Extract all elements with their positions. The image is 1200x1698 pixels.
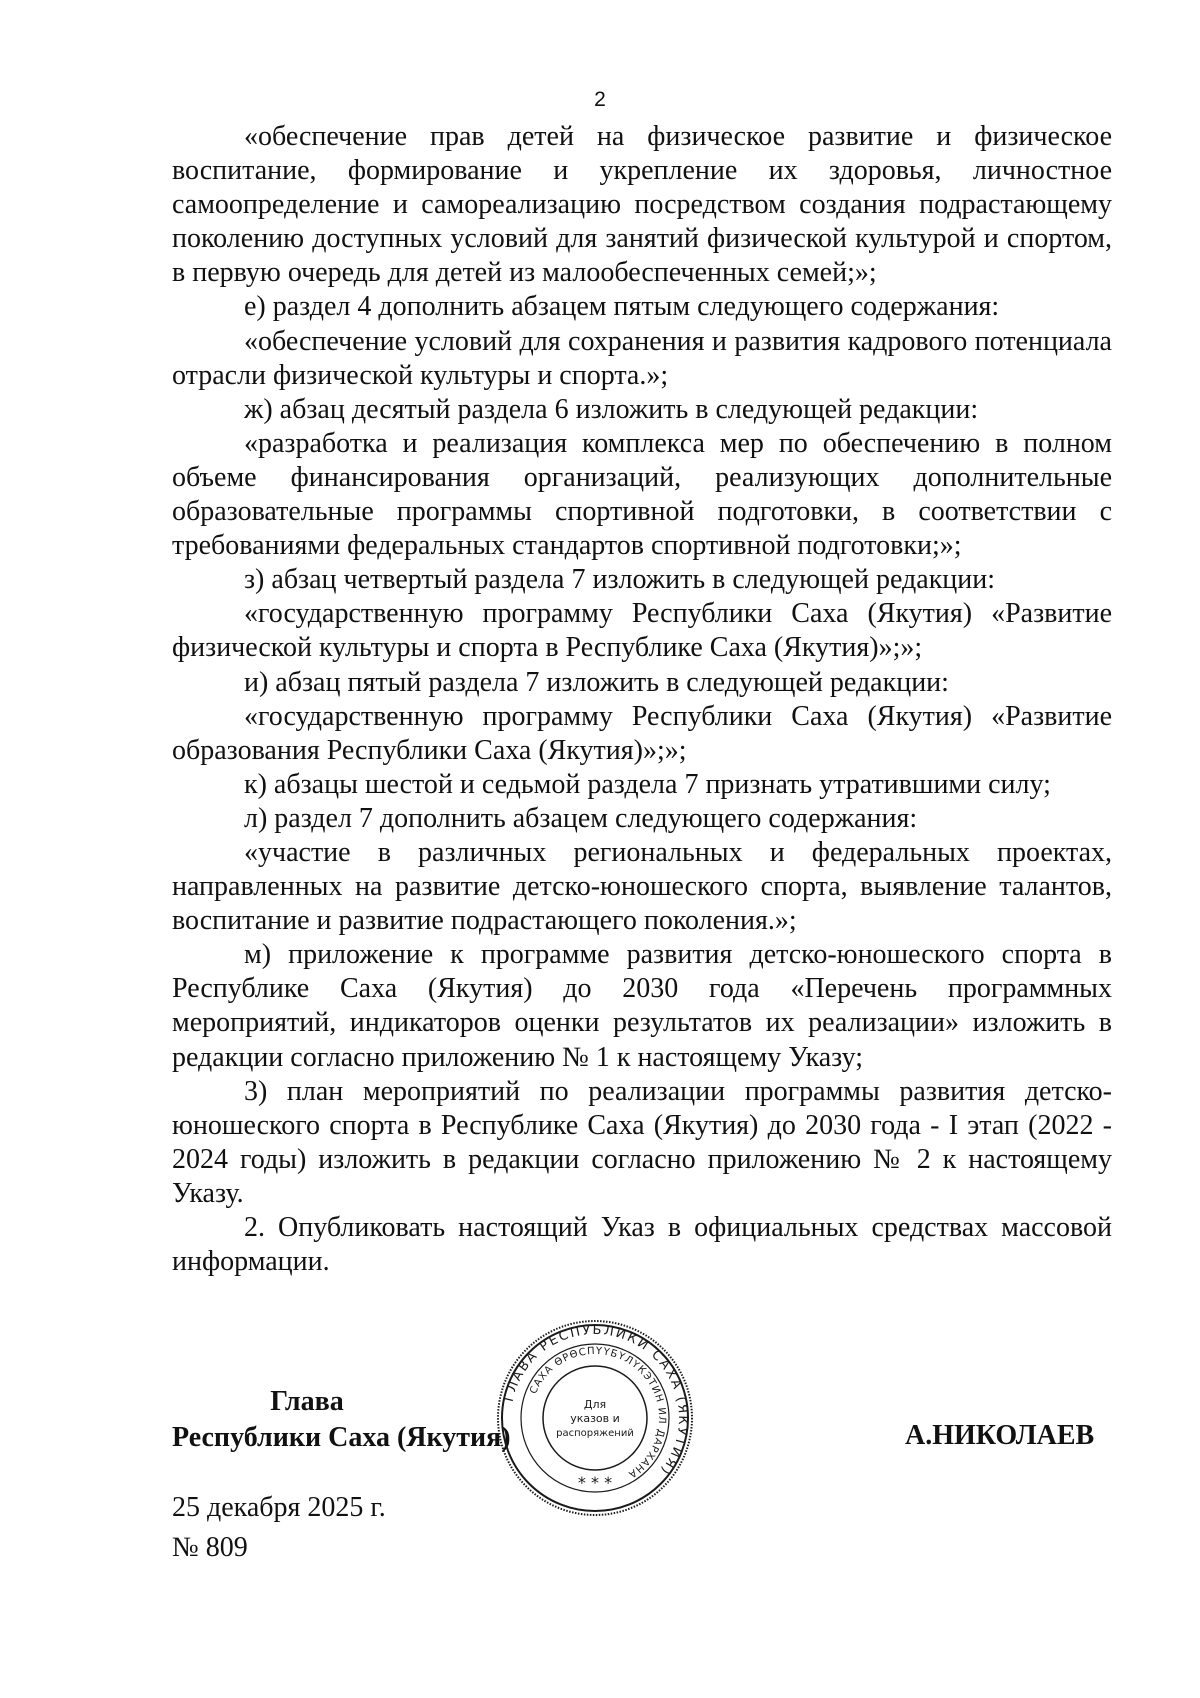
signatory-title-line2: Республики Саха (Якутия): [172, 1422, 511, 1453]
seal-center-line1: Для: [583, 1398, 607, 1411]
paragraph: и) абзац пятый раздела 7 изложить в следующей редакции:: [244, 666, 949, 698]
paragraph: «государственную программу Республики Саха (Якутия) «Развитие образования Республики Саха (Якутия)»;»;: [172, 700, 1112, 766]
paragraph: 3) план мероприятий по реализации программы развития детско-юношеского спорта в Республике Саха (Якутия) до 2030 года - I этап (2022 - 2024 годы) изложить в редакции согласно приложению № 2 к настоящему Указу.: [172, 1075, 1113, 1209]
paragraph: л) раздел 7 дополнить абзацем следующего содержания:: [244, 802, 918, 834]
paragraph: «разработка и реализация комплекса мер по обеспечению в полном объеме финансирования организаций, реализующих дополнительные образовательные программы спортивной подготовки, в соответствии с требованиями федеральных стандартов спортивной подготовки;»;: [172, 427, 1112, 562]
paragraph: ж) абзац десятый раздела 6 изложить в следующей редакции:: [244, 393, 979, 425]
official-seal: [495, 1318, 695, 1518]
paragraph: е) раздел 4 дополнить абзацем пятым следующего содержания:: [244, 291, 1000, 323]
seal-stars: * * *: [577, 1473, 613, 1492]
seal-outer-text: ГЛАВА РЕСПУБЛИКИ САХА (ЯКУТИЯ): [501, 1322, 691, 1479]
seal-inner-text: САХА ӨРӨСПҮҮБҮЛҮКЭТИН ИЛ ДАРХАНА: [528, 1345, 668, 1481]
paragraph: «обеспечение прав детей на физическое развитие и физическое воспитание, формирование и укрепление их здоровья, личностное самоопределение и самореализацию посредством создания подрастающему поколению доступных условий для занятий физической культурой и спортом, в первую очередь для детей из малообеспеченных семей;»;: [172, 121, 1112, 289]
paragraph: к) абзацы шестой и седьмой раздела 7 признать утратившими силу;: [244, 768, 1051, 800]
paragraph: «участие в различных региональных и федеральных проектах, направленных на развитие детско-юношеского спорта, выявление талантов, воспитание и развитие подрастающего поколения.»;: [172, 836, 1112, 937]
decree-number: № 809: [172, 1532, 248, 1563]
seal-center-line2: указов и: [570, 1412, 620, 1425]
page-number: 2: [594, 88, 606, 111]
paragraph: «государственную программу Республики Саха (Якутия) «Развитие физической культуры и спорта в Республике Саха (Якутия)»;»;: [172, 598, 1112, 664]
paragraph: з) абзац четвертый раздела 7 изложить в следующей редакции:: [244, 564, 996, 596]
signatory-title: [172, 1384, 512, 1456]
signatory-title-line1: Глава: [270, 1386, 344, 1417]
paragraph: «обеспечение условий для сохранения и развития кадрового потенциала отрасли физической культуры и спорта.»;: [172, 325, 1112, 391]
paragraph: м) приложение к программе развития детско-юношеского спорта в Республике Саха (Якутия) до 2030 года «Перечень программных мероприятий, индикаторов оценки результатов их реализации» изложить в редакции согласно приложению № 1 к настоящему Указу;: [172, 939, 1112, 1073]
decree-body: [172, 120, 1112, 1279]
decree-date: 25 декабря 2025 г.: [172, 1492, 386, 1523]
paragraph: 2. Опубликовать настоящий Указ в официальных средствах массовой информации.: [172, 1212, 1112, 1278]
signatory-name: А.НИКОЛАЕВ: [905, 1420, 1095, 1451]
seal-center-line3: распоряжений: [556, 1428, 634, 1439]
